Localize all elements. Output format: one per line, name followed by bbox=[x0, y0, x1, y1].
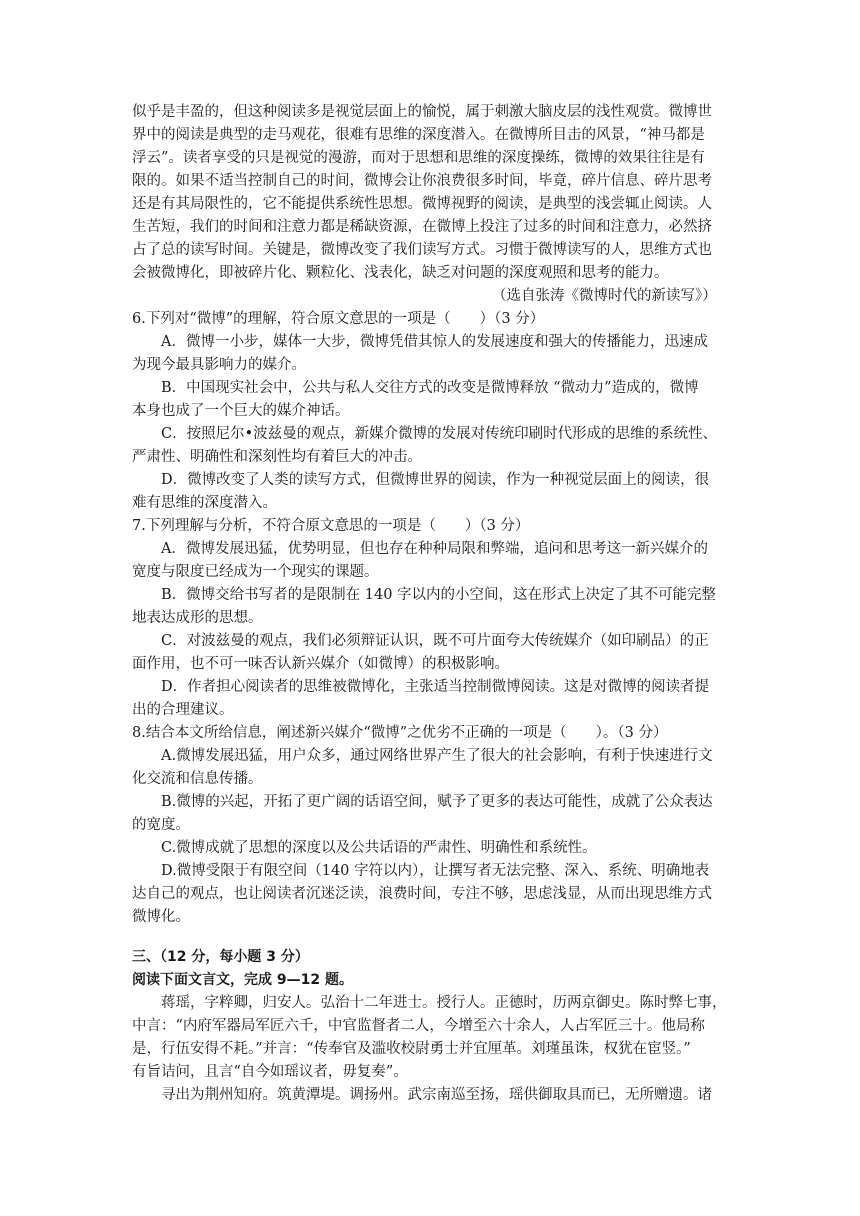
q8-option-a: A.微博发展迅猛，用户众多，通过网络世界产生了很大的社会影响，有利于快速进行文 bbox=[161, 748, 713, 764]
q6-option-b: B．中国现实社会中，公共与私人交往方式的改变是微博释放 “微动力”造成的，微博 bbox=[161, 380, 699, 396]
q8-option-b: B.微博的兴起，开拓了更广阔的话语空间，赋予了更多的表达可能性，成就了公众表达 bbox=[161, 794, 713, 810]
q7-option-a: A．微博发展迅猛，优势明显，但也存在种种局限和弊端，追问和思考这一新兴媒介的 bbox=[161, 541, 708, 557]
section-3-instruction: 阅读下面文言文，完成 9—12 题。 bbox=[132, 972, 353, 988]
passage-line: 浮云”。读者享受的只是视觉的漫游，而对于思想和思维的深度操练，微博的效果往往是有 bbox=[132, 150, 705, 166]
passage-line: 占了总的读写时间。关键是，微博改变了我们读写方式。习惯于微博读写的人，思维方式也 bbox=[132, 242, 712, 258]
q7-option-a-cont: 宽度与限度已经成为一个现实的课题。 bbox=[132, 564, 379, 580]
question-6-stem: 6.下列对“微博”的理解，符合原文意思的一项是（ ）（3 分） bbox=[132, 311, 545, 327]
q6-option-c-cont: 严肃性、明确性和深刻性均有着巨大的冲击。 bbox=[132, 449, 422, 465]
classical-text-line: 是，行伍安得不耗。”并言：“传奉官及滥收校尉勇士并宜厘革。刘瑾虽诛，权犹在宦竖。” bbox=[132, 1041, 691, 1057]
q8-option-d-cont: 微博化。 bbox=[132, 909, 190, 925]
source-citation: （选自张涛《微博时代的新读写》） bbox=[492, 288, 717, 304]
passage-line: 还是有其局限性的，它不能提供系统性思想。微博视野的阅读，是典型的浅尝辄止阅读。人 bbox=[132, 196, 712, 212]
classical-text-line: 有旨诘问，且言“自今如瑶议者，毋复奏”。 bbox=[132, 1064, 408, 1080]
q6-option-d-cont: 难有思维的深度潜入。 bbox=[132, 495, 277, 511]
passage-line: 生苦短，我们的时间和注意力都是稀缺资源，在微博上投注了过多的时间和注意力，必然挤 bbox=[132, 219, 712, 235]
q8-option-a-cont: 化交流和信息传播。 bbox=[132, 771, 263, 787]
passage-line: 会被微博化，即被碎片化、颗粒化、浅表化，缺乏对问题的深度观照和思考的能力。 bbox=[132, 265, 669, 281]
passage-line: 界中的阅读是典型的走马观花，很难有思维的深度潜入。在微博所目击的风景，“神马都是 bbox=[132, 127, 705, 143]
q8-option-c: C.微博成就了思想的深度以及公共话语的严肃性、明确性和系统性。 bbox=[161, 840, 597, 856]
q7-option-d-cont: 出的合理建议。 bbox=[132, 702, 234, 718]
q6-option-d: D．微博改变了人类的读写方式，但微博世界的阅读，作为一种视觉层面上的阅读，很 bbox=[161, 472, 710, 488]
q7-option-d: D．作者担心阅读者的思维被微博化，主张适当控制微博阅读。这是对微博的阅读者提 bbox=[161, 679, 710, 695]
section-3-heading: 三、（12 分，每小题 3 分） bbox=[132, 949, 309, 965]
q6-option-c: C．按照尼尔•波兹曼的观点，新媒介微博的发展对传统印刷时代形成的思维的系统性、 bbox=[161, 426, 718, 442]
q6-option-a-cont: 为现今最具影响力的媒介。 bbox=[132, 357, 306, 373]
classical-text-line: 蒋瑶，字粹卿，归安人。弘治十二年进士。授行人。正德时，历两京御史。陈时弊七事， bbox=[161, 995, 727, 1011]
q6-option-b-cont: 本身也成了一个巨大的媒介神话。 bbox=[132, 403, 350, 419]
q7-option-c-cont: 面作用，也不可一味否认新兴媒介（如微博）的积极影响。 bbox=[132, 656, 509, 672]
question-8-stem: 8.结合本文所给信息，阐述新兴媒介“微博”之优劣不正确的一项是（ ）。（3 分） bbox=[132, 725, 668, 741]
classical-text-line: 寻出为荆州知府。筑黄潭堤。调扬州。武宗南巡至扬，瑶供御取具而已，无所赠遗。诸 bbox=[161, 1087, 712, 1103]
q7-option-b: B．微博交给书写者的是限制在 140 字以内的小空间，这在形式上决定了其不可能完整 bbox=[161, 587, 717, 603]
q7-option-c: C．对波兹曼的观点，我们必须辩证认识，既不可片面夸大传统媒介（如印刷品）的正 bbox=[161, 633, 709, 649]
q7-option-b-cont: 地表达成形的思想。 bbox=[132, 610, 263, 626]
q6-option-a: A．微博一小步，媒体一大步，微博凭借其惊人的发展速度和强大的传播能力，迅速成 bbox=[161, 334, 708, 350]
q8-option-d-cont: 达自己的观点，也让阅读者沉迷泛读，浪费时间，专注不够，思虑浅显，从而出现思维方式 bbox=[132, 886, 712, 902]
passage-line: 限的。如果不适当控制自己的时间，微博会让你浪费很多时间，毕竟，碎片信息、碎片思考 bbox=[132, 173, 712, 189]
classical-text-line: 中言：“内府军器局军匠六千，中官监督者二人，今增至六十余人，人占军匠三十。他局称 bbox=[132, 1018, 705, 1034]
q8-option-d: D.微博受限于有限空间（140 字符以内），让撰写者无法完整、深入、系统、明确地表 bbox=[161, 863, 710, 879]
question-7-stem: 7.下列理解与分析，不符合原文意思的一项是（ ）（3 分） bbox=[132, 518, 530, 534]
passage-line: 似乎是丰盈的，但这种阅读多是视觉层面上的愉悦，属于刺激大脑皮层的浅性观赏。微博世 bbox=[132, 104, 712, 120]
q8-option-b-cont: 的宽度。 bbox=[132, 817, 190, 833]
